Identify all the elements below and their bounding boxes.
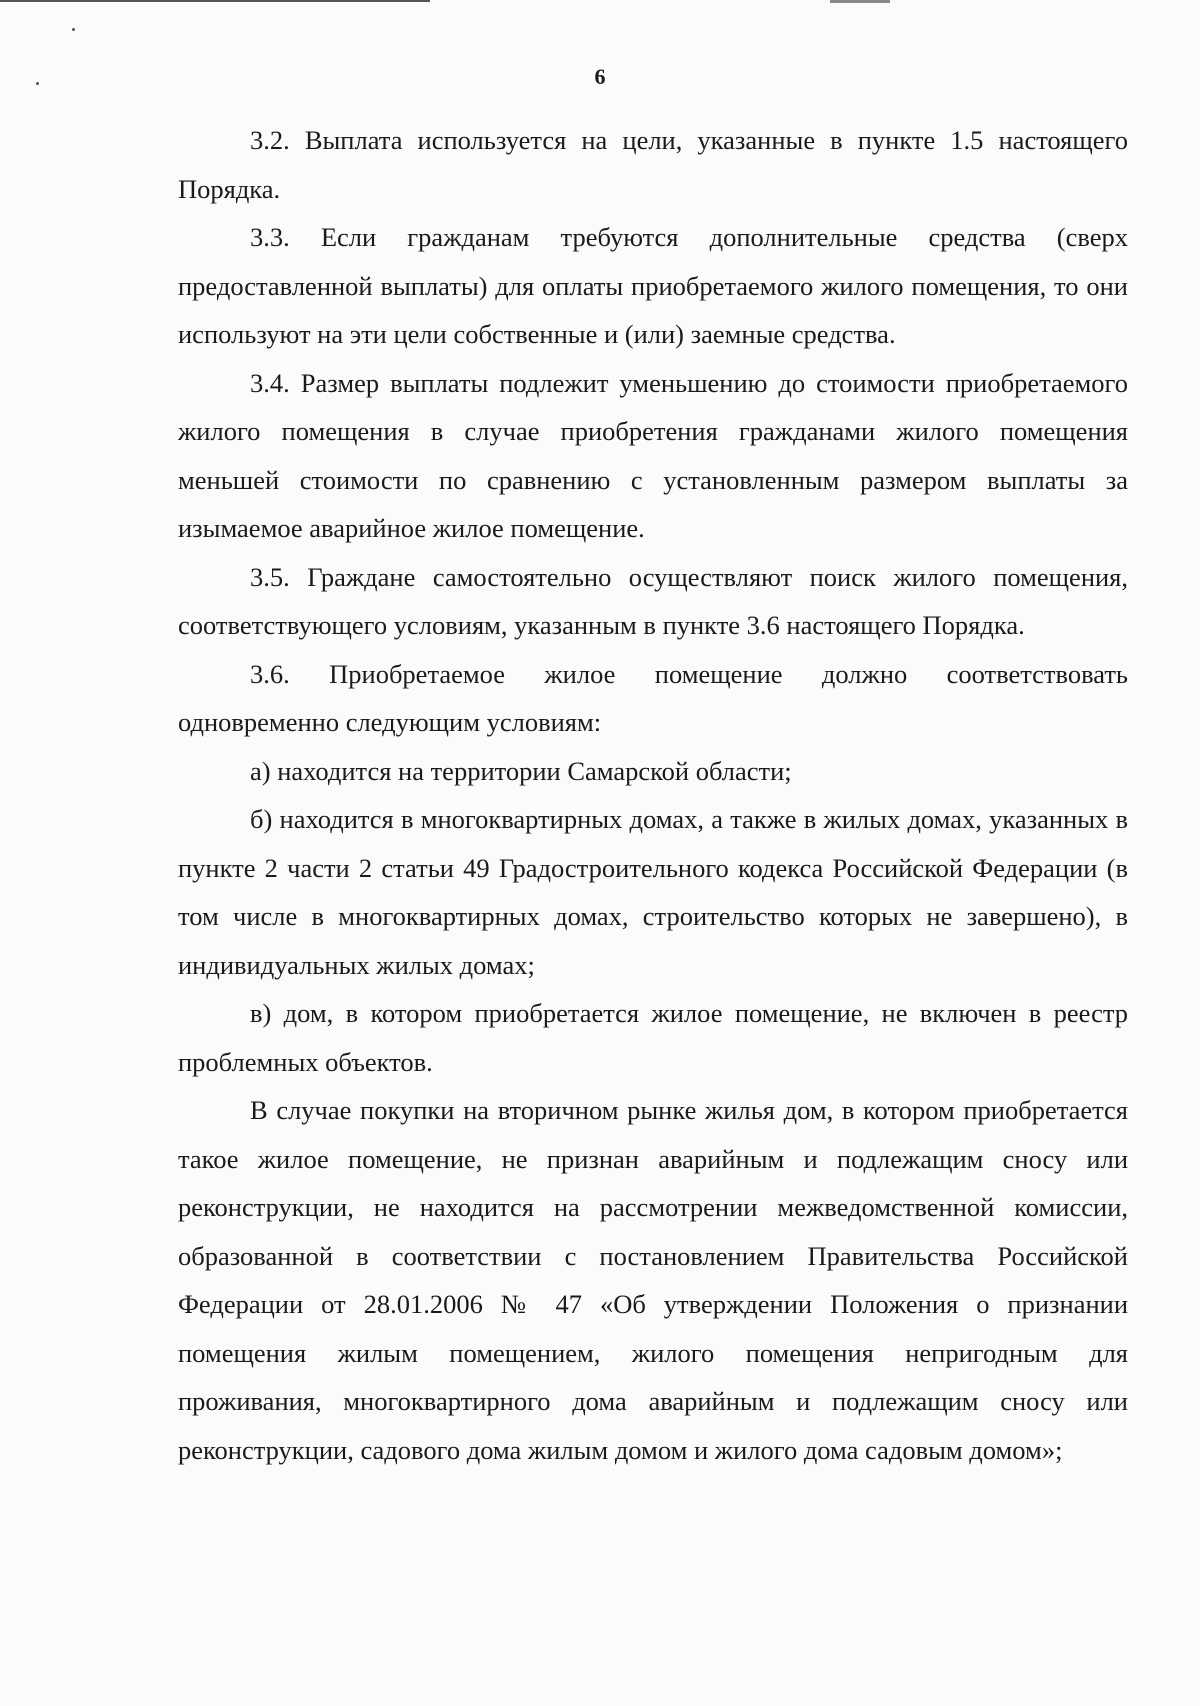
paragraph-secondary-market: В случае покупки на вторичном рынке жилья дом, в котором приобретается такое жилое помещение, не признан аварийным и подлежащим сносу или реконструкции, не находится на рассмотрении межведомственной комиссии, образованной в соответствии с постановлением Правительства Российской Федерации от 28.01.2006 № 47 «Об утверждении Положения о признании помещения жилым помещением, жилого помещения непригодным для проживания, многоквартирного дома аварийным и подлежащим сносу или реконструкции, садового дома жилым домом и жилого дома садовым домом»; — [178, 1095, 1128, 1465]
scan-speck — [72, 28, 75, 31]
scan-edge-mark — [0, 0, 430, 2]
condition-a: а) находится на территории Самарской области; — [250, 755, 792, 786]
paragraph-3-4: 3.4. Размер выплаты подлежит уменьшению до стоимости приобретаемого жилого помещения в случае приобретения гражданами жилого помещения меньшей стоимости по сравнению с установленным размером выплаты за изымаемое аварийное жилое помещение. — [178, 367, 1128, 543]
scan-edge-mark — [830, 0, 890, 3]
paragraph-3-6: 3.6. Приобретаемое жилое помещение должно соответствовать одновременно следующим условиям: — [178, 658, 1128, 737]
paragraph-3-2: 3.2. Выплата используется на цели, указанные в пункте 1.5 настоящего Порядка. — [178, 125, 1128, 204]
condition-v: в) дом, в котором приобретается жилое помещение, не включен в реестр проблемных объектов. — [178, 998, 1128, 1077]
paragraph-3-5: 3.5. Граждане самостоятельно осуществляют поиск жилого помещения, соответствующего условиям, указанным в пункте 3.6 настоящего Порядка. — [178, 561, 1128, 640]
condition-b: б) находится в многоквартирных домах, а также в жилых домах, указанных в пункте 2 части 2 статьи 49 Градостроительного кодекса Российской Федерации (в том числе в многоквартирных домах, строительство которых не завершено), в индивидуальных жилых домах; — [178, 804, 1128, 980]
document-body — [178, 116, 1128, 1474]
page-number: 6 — [594, 64, 606, 89]
paragraph-3-3: 3.3. Если гражданам требуются дополнительные средства (сверх предоставленной выплаты) для оплаты приобретаемого жилого помещения, то они используют на эти цели собственные и (или) заемные средства. — [178, 222, 1128, 349]
